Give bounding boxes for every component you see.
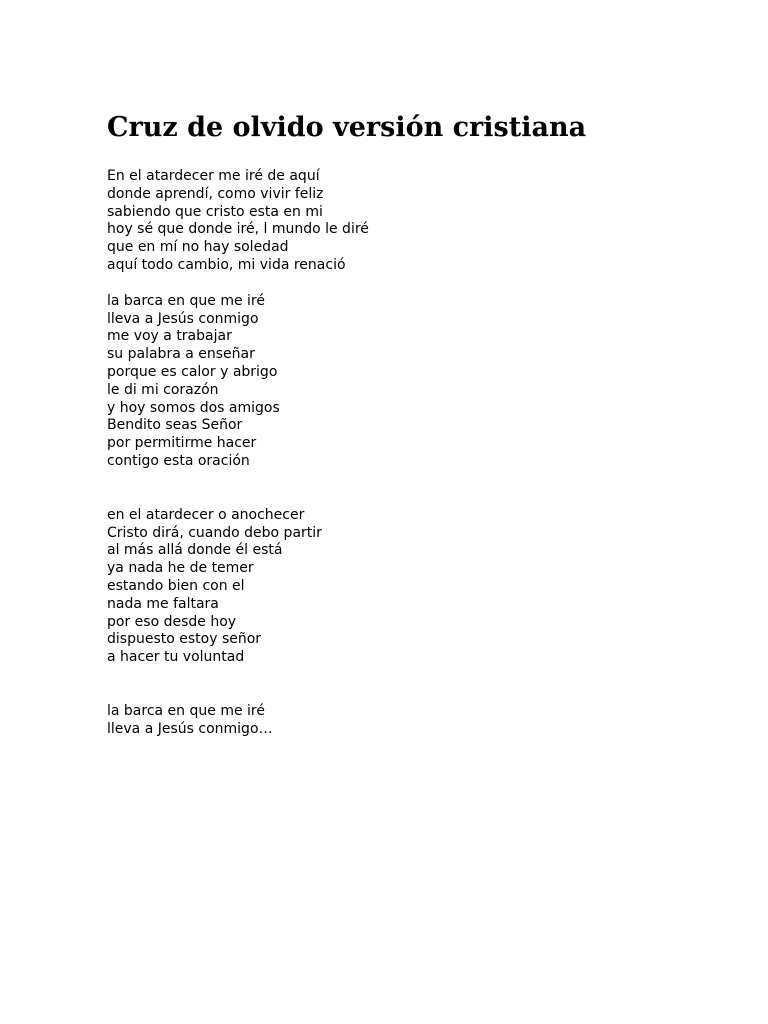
verse-line: Cristo dirá, cuando debo partir (107, 524, 322, 541)
verse-line: estando bien con el (107, 577, 245, 594)
verse-line: ya nada he de temer (107, 560, 254, 577)
verse-line: Bendito seas Señor (107, 417, 243, 434)
stanza-spacer (107, 471, 707, 507)
stanza-2 (107, 293, 707, 471)
verse-line: por eso desde hoy (107, 613, 237, 630)
verse-line: me voy a trabajar (107, 328, 232, 345)
document-title: Cruz de olvido versión cristiana (107, 112, 587, 143)
stanza-spacer (107, 667, 707, 703)
verse-line: hoy sé que donde iré, l mundo le diré (107, 221, 369, 238)
verse-line: en el atardecer o anochecer (107, 506, 305, 523)
verse-line: donde aprendí, como vivir feliz (107, 185, 324, 202)
verse-line: sabiendo que cristo esta en mi (107, 203, 323, 220)
verse-line: dispuesto estoy señor (107, 631, 262, 648)
document-body (107, 110, 707, 739)
verse-line: su palabra a enseñar (107, 346, 255, 363)
stanza-1 (107, 168, 707, 275)
verse-line: contigo esta oración (107, 452, 250, 469)
verse-line: por permitirme hacer (107, 435, 257, 452)
verse-line: la barca en que me iré (107, 292, 265, 309)
verse-line: aquí todo cambio, mi vida renació (107, 256, 346, 273)
verse-line: porque es calor y abrigo (107, 363, 278, 380)
verse-line: que en mí no hay soledad (107, 239, 289, 256)
verse-line: a hacer tu voluntad (107, 649, 245, 666)
stanza-3 (107, 507, 707, 667)
verse-line: nada me faltara (107, 595, 219, 612)
verse-line: al más allá donde él está (107, 542, 283, 559)
verse-line: lleva a Jesús conmigo… (107, 720, 273, 737)
verse-line: le di mi corazón (107, 381, 219, 398)
stanza-spacer (107, 275, 707, 293)
stanza-4 (107, 703, 707, 739)
verse-line: la barca en que me iré (107, 702, 265, 719)
verse-line: En el atardecer me iré de aquí (107, 168, 320, 184)
verse-line: lleva a Jesús conmigo (107, 310, 259, 327)
verse-line: y hoy somos dos amigos (107, 399, 280, 416)
